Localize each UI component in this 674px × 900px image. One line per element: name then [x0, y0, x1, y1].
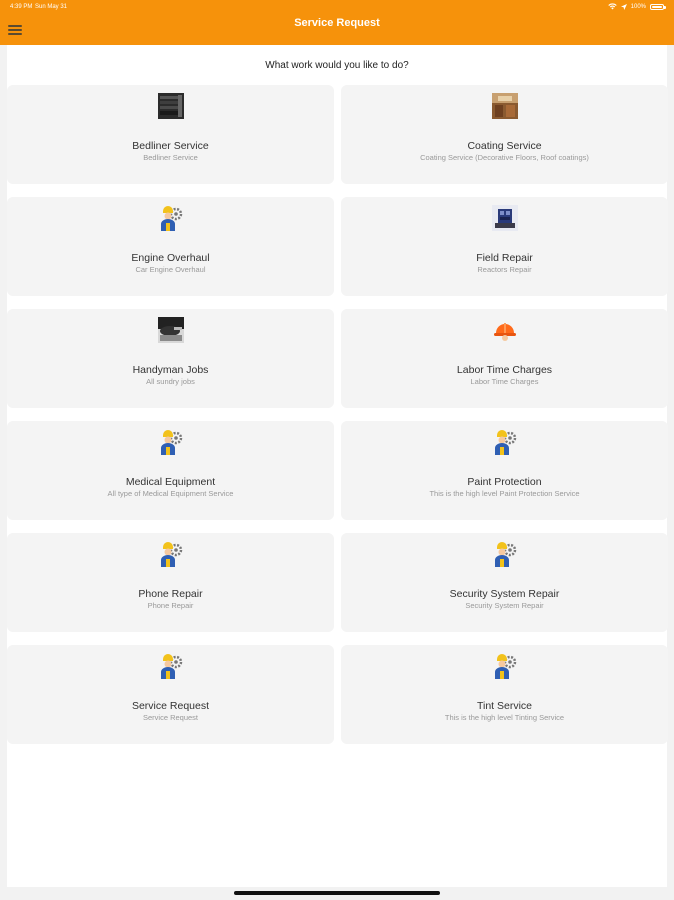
service-title: Labor Time Charges [456, 364, 553, 376]
bedliner-photo-icon [158, 93, 184, 119]
service-subtitle: Phone Repair [147, 601, 194, 610]
service-title: Engine Overhaul [131, 252, 210, 264]
service-title: Medical Equipment [125, 476, 216, 488]
status-bar [0, 0, 674, 14]
service-title: Bedliner Service [132, 140, 209, 152]
service-card-engine-overhaul[interactable] [7, 197, 334, 296]
service-title: Handyman Jobs [132, 364, 209, 376]
service-subtitle: All sundry jobs [146, 377, 195, 386]
service-title: Coating Service [467, 140, 542, 152]
service-card-field-repair[interactable] [341, 197, 668, 296]
wifi-icon [608, 3, 617, 10]
service-title: Paint Protection [467, 476, 542, 488]
field-repair-photo-icon [492, 205, 518, 231]
service-title: Tint Service [476, 700, 533, 712]
technician-icon [492, 429, 518, 455]
battery-percentage: 100% [630, 3, 646, 10]
service-subtitle: Bedliner Service [143, 153, 198, 162]
service-card-handyman[interactable] [7, 309, 334, 408]
service-card-security-system-repair[interactable] [341, 533, 668, 632]
service-card-service-request[interactable] [7, 645, 334, 744]
hard-hat-icon [492, 317, 518, 343]
service-subtitle: Reactors Repair [477, 265, 532, 274]
service-selection-panel [7, 45, 667, 887]
technician-icon [492, 541, 518, 567]
technician-icon [492, 653, 518, 679]
technician-icon [158, 429, 184, 455]
service-title: Phone Repair [138, 588, 203, 600]
coating-photo-icon [492, 93, 518, 119]
battery-icon [650, 4, 664, 10]
service-card-labor-time-charges[interactable] [341, 309, 668, 408]
service-subtitle: All type of Medical Equipment Service [107, 489, 234, 498]
status-indicators [608, 3, 664, 10]
service-subtitle: This is the high level Tinting Service [444, 713, 565, 722]
service-subtitle: Car Engine Overhaul [135, 265, 206, 274]
technician-icon [158, 541, 184, 567]
service-title: Field Repair [476, 252, 533, 264]
page-title: Service Request [294, 17, 380, 29]
service-card-bedliner[interactable] [7, 85, 334, 184]
app-header [0, 0, 674, 45]
technician-icon [158, 205, 184, 231]
service-subtitle: This is the high level Paint Protection Service [429, 489, 580, 498]
service-subtitle: Coating Service (Decorative Floors, Roof coatings) [420, 153, 589, 162]
technician-icon [158, 653, 184, 679]
location-arrow-icon [621, 4, 627, 10]
service-subtitle: Service Request [142, 713, 199, 722]
service-subtitle: Labor Time Charges [470, 377, 539, 386]
service-card-tint-service[interactable] [341, 645, 668, 744]
status-time: 4:39 PM [10, 4, 33, 10]
service-title: Security System Repair [449, 588, 560, 600]
prompt-text: What work would you like to do? [265, 60, 409, 71]
service-card-medical-equipment[interactable] [7, 421, 334, 520]
service-subtitle: Security System Repair [465, 601, 544, 610]
service-title: Service Request [131, 700, 210, 712]
service-card-phone-repair[interactable] [7, 533, 334, 632]
home-indicator[interactable] [234, 891, 440, 895]
handyman-photo-icon [158, 317, 184, 343]
service-card-paint-protection[interactable] [341, 421, 668, 520]
status-date: Sun May 31 [35, 4, 68, 10]
service-card-coating[interactable] [341, 85, 668, 184]
